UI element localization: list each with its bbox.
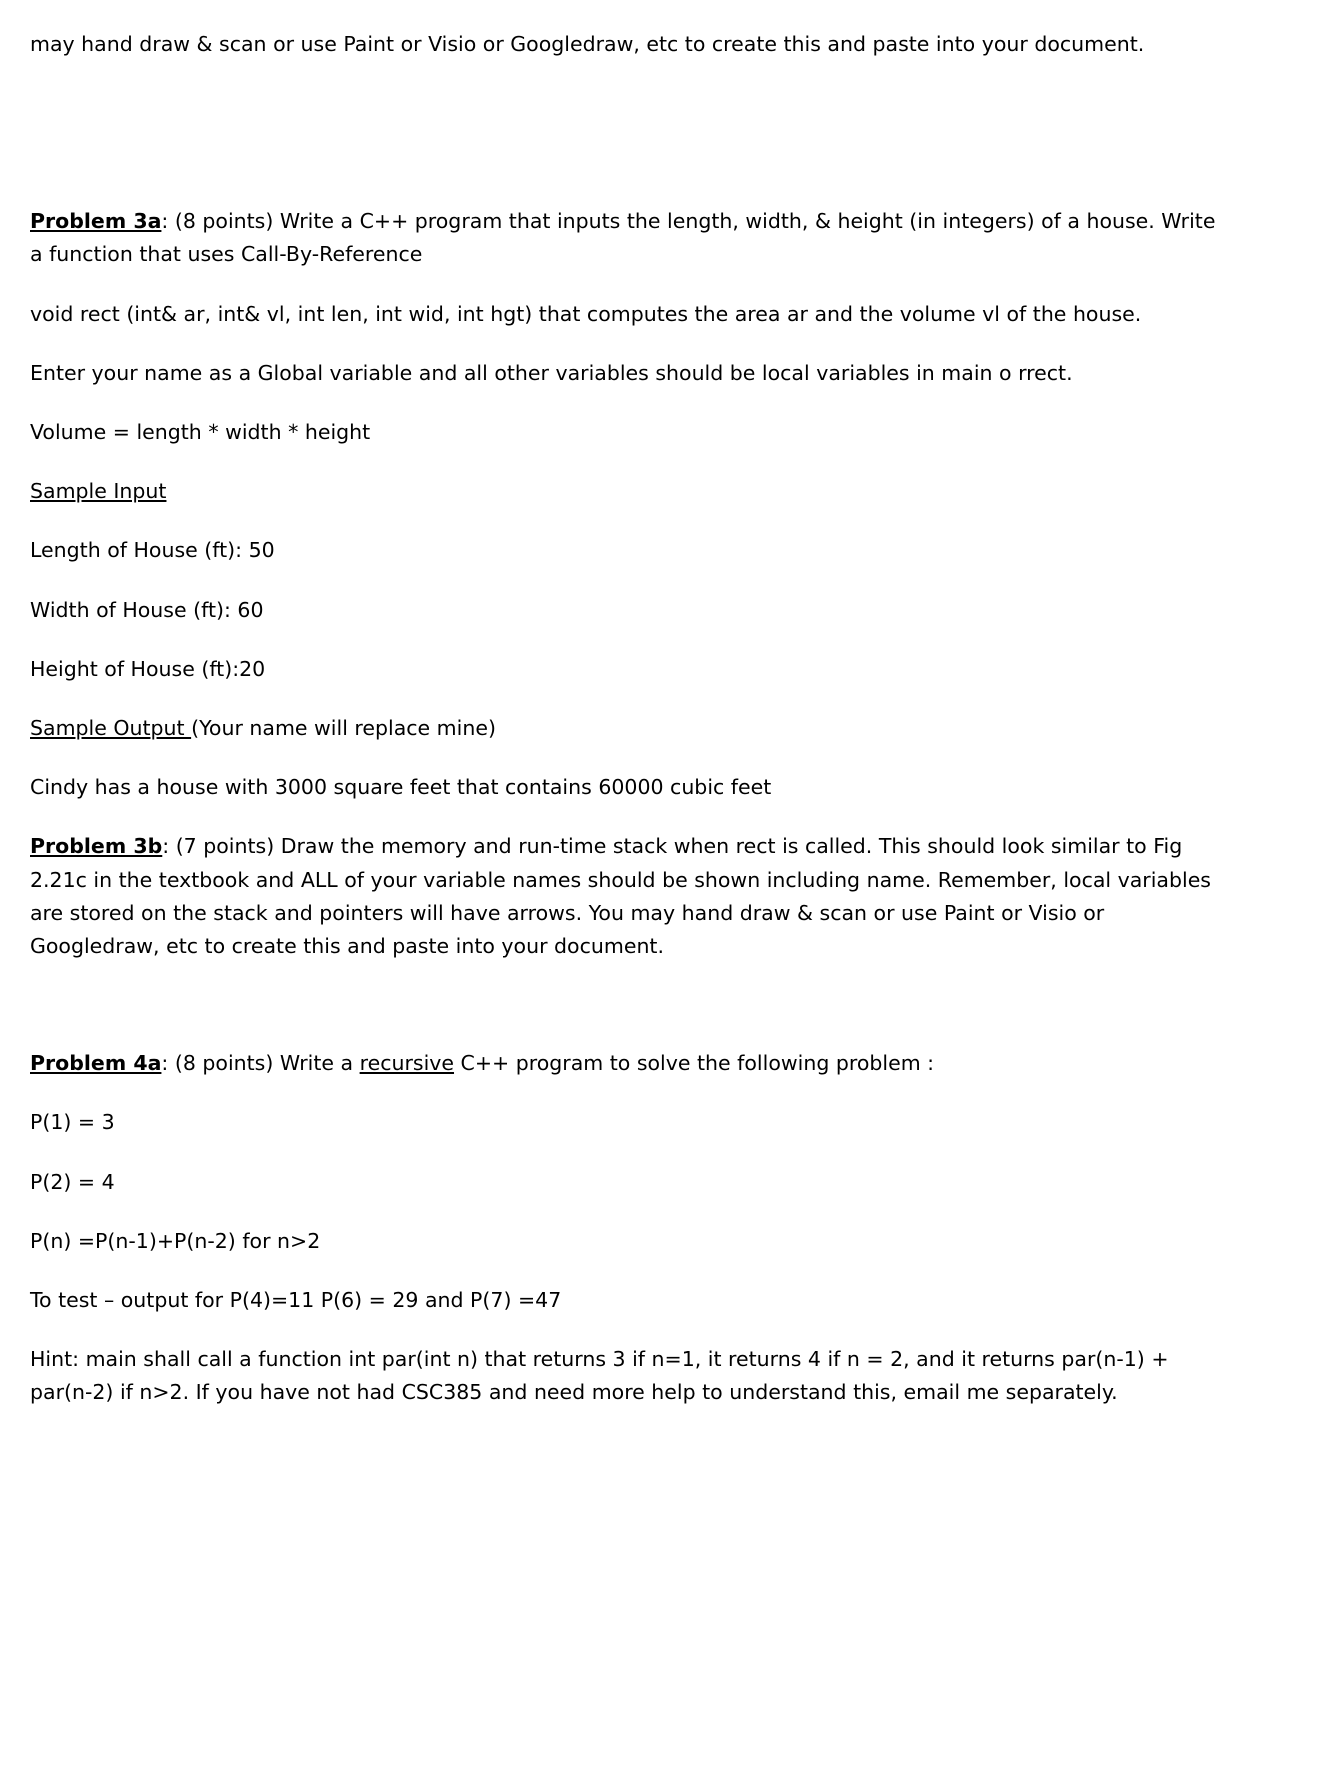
- section-spacer: [30, 87, 1231, 205]
- sample-input-label-text: Sample Input: [30, 479, 167, 504]
- sample-input-height: Height of House (ft):20: [30, 656, 266, 681]
- test-output-line: To test – output for P(4)=11 P(6) = 29 and P(7) =47: [30, 1288, 562, 1313]
- sample-input-width: Width of House (ft): 60: [30, 597, 264, 622]
- problem-3a-heading-paragraph: [30, 205, 1231, 271]
- problem-3a-heading-text: : (8 points) Write a C++ program that inputs the length, width, & height (in integers) of a house. Write a function that uses Call-By-Reference: [30, 209, 1216, 267]
- equation-p2: P(2) = 4: [30, 1169, 115, 1194]
- problem-4a-heading-paragraph: [30, 1047, 1231, 1080]
- sample-output-label-text: Sample Output: [30, 716, 192, 741]
- problem-4a-emphasis-recursive: recursive: [359, 1051, 455, 1076]
- intro-continuation-paragraph: may hand draw & scan or use Paint or Visio or Googledraw, etc to create this and paste into your document.: [30, 32, 1145, 56]
- problem-3a-function-signature: void rect (int& ar, int& vl, int len, int wid, int hgt) that computes the area ar and the volume vl of the house.: [30, 301, 1142, 326]
- problem-3b-paragraph: [30, 830, 1231, 963]
- sample-output-line: Cindy has a house with 3000 square feet that contains 60000 cubic feet: [30, 775, 772, 800]
- problem-3a-volume-formula: Volume = length * width * height: [30, 420, 371, 445]
- sample-output-label: [30, 712, 1231, 745]
- problem-3a-globals-note: Enter your name as a Global variable and all other variables should be local variables in main o rrect.: [30, 360, 1073, 385]
- sample-output-note: (Your name will replace mine): [191, 716, 496, 741]
- section-spacer-2: [30, 989, 1231, 1047]
- equation-p1: P(1) = 3: [30, 1110, 115, 1135]
- problem-3a-label: Problem 3a: [30, 209, 162, 234]
- problem-4a-text-part1: : (8 points) Write a: [161, 1051, 360, 1076]
- problem-3b-label: Problem 3b: [30, 834, 163, 859]
- hint-paragraph: Hint: main shall call a function int par(int n) that returns 3 if n=1, it returns 4 if n = 2, and it returns par(n-1) + par(n-2) if n>2. If you have not had CSC385 and need more help to understand this, email me separately.: [30, 1347, 1169, 1405]
- sample-input-label: [30, 475, 1231, 508]
- equation-pn: P(n) =P(n-1)+P(n-2) for n>2: [30, 1228, 321, 1253]
- problem-3b-text: : (7 points) Draw the memory and run-time stack when rect is called. This should look similar to Fig 2.21c in the textbook and ALL of your variable names should be shown including name. Remember, local variables are stored on the stack and pointers will have arrows. You may hand draw & scan or use Paint or Visio or Googledraw, etc to create this and paste into your document.: [30, 834, 1211, 959]
- problem-4a-label: Problem 4a: [30, 1051, 162, 1076]
- problem-4a-text-part2: C++ program to solve the following problem :: [454, 1051, 935, 1076]
- sample-input-length: Length of House (ft): 50: [30, 538, 275, 563]
